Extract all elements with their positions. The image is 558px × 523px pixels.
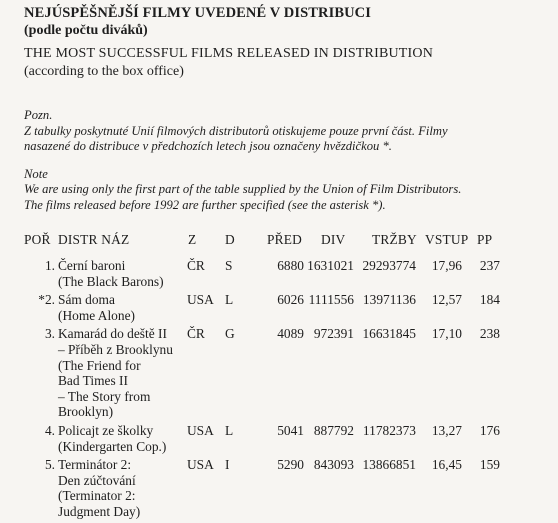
- trzby-cell: 13971136: [362, 292, 416, 308]
- film-title-line: Brooklyn): [58, 404, 114, 420]
- rank-cell: *2.: [38, 292, 55, 308]
- note-english: [24, 167, 544, 214]
- d-cell: L: [225, 422, 234, 438]
- pp-cell: 184: [479, 292, 500, 308]
- film-title-cell: [58, 258, 188, 289]
- subtitle-czech: (podle počtu diváků): [24, 23, 148, 38]
- pred-cell: 6026: [277, 292, 304, 308]
- d-cell: G: [225, 326, 235, 342]
- film-title-cell: [58, 292, 188, 323]
- table-row: [24, 457, 554, 522]
- note-czech-label: Pozn.: [24, 108, 53, 122]
- header-average-viewers: PP: [477, 232, 493, 247]
- table-row: [24, 423, 554, 457]
- pred-cell: 4089: [277, 326, 304, 342]
- rank-cell: 1.: [44, 258, 55, 273]
- table-row: [24, 258, 554, 292]
- note-czech-line: Z tabulky poskytnuté Unií filmových distributorů otiskujeme pouze první část. Filmy: [24, 123, 448, 138]
- rank-cell: 4.: [44, 422, 55, 438]
- film-title-line: (Home Alone): [58, 307, 135, 323]
- film-title-cell: [58, 326, 188, 420]
- div-cell: 1631021: [307, 258, 354, 273]
- document-page: [24, 4, 544, 213]
- pred-cell: 5290: [277, 457, 304, 473]
- header-country: Z: [188, 232, 197, 247]
- note-english-label: Note: [24, 166, 48, 181]
- header-viewers: DIV: [321, 232, 346, 247]
- trzby-cell: 16631845: [362, 326, 416, 342]
- film-title-line: (Terminator 2:: [58, 488, 136, 504]
- header-ticket-price: VSTUP: [425, 232, 469, 247]
- rank-cell: 3.: [44, 326, 55, 342]
- note-english-line: We are using only the first part of the table supplied by the Union of Film Distributors.: [24, 182, 462, 196]
- trzby-cell: 29293774: [362, 258, 416, 273]
- subtitle-english: (according to the box office): [24, 64, 184, 79]
- title-czech: NEJÚSPĚŠNĚJŠÍ FILMY UVEDENÉ V DISTRIBUCI: [24, 5, 371, 21]
- title-english: THE MOST SUCCESSFUL FILMS RELEASED IN DISTRIBUTION: [24, 46, 434, 61]
- note-english-line: The films released before 1992 are further specified (see the asterisk *).: [24, 197, 386, 212]
- trzby-cell: 11782373: [362, 422, 416, 438]
- z-cell: USA: [187, 422, 214, 438]
- pred-cell: 5041: [277, 422, 304, 438]
- rank-cell: 5.: [44, 457, 55, 473]
- film-title-line: Terminátor 2:: [58, 457, 132, 473]
- d-cell: S: [225, 258, 233, 273]
- header-distributor: D: [225, 232, 235, 247]
- header-distributor-title: DISTR NÁZ: [58, 232, 130, 247]
- pp-cell: 176: [479, 422, 500, 438]
- header-screenings: PŘED: [267, 232, 303, 247]
- film-title-line: Černí baroni: [58, 258, 126, 273]
- d-cell: I: [225, 457, 230, 473]
- vstup-cell: 12,57: [431, 292, 462, 308]
- film-title-line: – The Story from: [58, 388, 151, 404]
- film-title-line: (Kindergarten Cop.): [58, 438, 167, 454]
- div-cell: 887792: [313, 422, 354, 438]
- vstup-cell: 17,10: [431, 326, 462, 342]
- table-header: [24, 232, 554, 258]
- z-cell: USA: [187, 457, 214, 473]
- vstup-cell: 13,27: [431, 422, 462, 438]
- film-title-line: Kamarád do deště II: [58, 326, 167, 342]
- table-row: [24, 292, 554, 326]
- film-title-line: – Příběh z Brooklynu: [58, 341, 173, 357]
- pp-cell: 237: [479, 258, 500, 273]
- pred-cell: 6880: [277, 258, 304, 273]
- film-title-cell: [58, 457, 188, 519]
- z-cell: USA: [187, 292, 214, 308]
- film-title-line: Sám doma: [58, 292, 115, 308]
- div-cell: 1111556: [308, 292, 354, 308]
- film-title-line: Den zúčtování: [58, 472, 136, 488]
- pp-cell: 238: [479, 326, 500, 342]
- note-czech-line: nasazené do distribuce v předchozích letech jsou označeny hvězdičkou *.: [24, 139, 392, 153]
- trzby-cell: 13866851: [362, 457, 416, 473]
- vstup-cell: 17,96: [431, 258, 462, 273]
- z-cell: ČR: [187, 326, 205, 342]
- film-title-line: (The Black Barons): [58, 273, 164, 289]
- film-title-line: (The Friend for: [58, 357, 141, 373]
- film-title-cell: [58, 423, 188, 454]
- film-title-line: Judgment Day): [58, 503, 141, 519]
- z-cell: ČR: [187, 258, 205, 273]
- films-table: [24, 232, 554, 523]
- pp-cell: 159: [479, 457, 500, 473]
- header-rank: POŘ: [24, 232, 51, 247]
- table-row: [24, 326, 554, 423]
- d-cell: L: [225, 292, 234, 308]
- note-czech: [24, 108, 544, 155]
- film-title-line: Policajt ze školky: [58, 422, 154, 438]
- film-title-line: Bad Times II: [58, 373, 128, 389]
- div-cell: 972391: [313, 326, 354, 342]
- header-revenue: TRŽBY: [372, 232, 417, 247]
- table-body: [24, 258, 554, 523]
- vstup-cell: 16,45: [431, 457, 462, 473]
- div-cell: 843093: [313, 457, 354, 473]
